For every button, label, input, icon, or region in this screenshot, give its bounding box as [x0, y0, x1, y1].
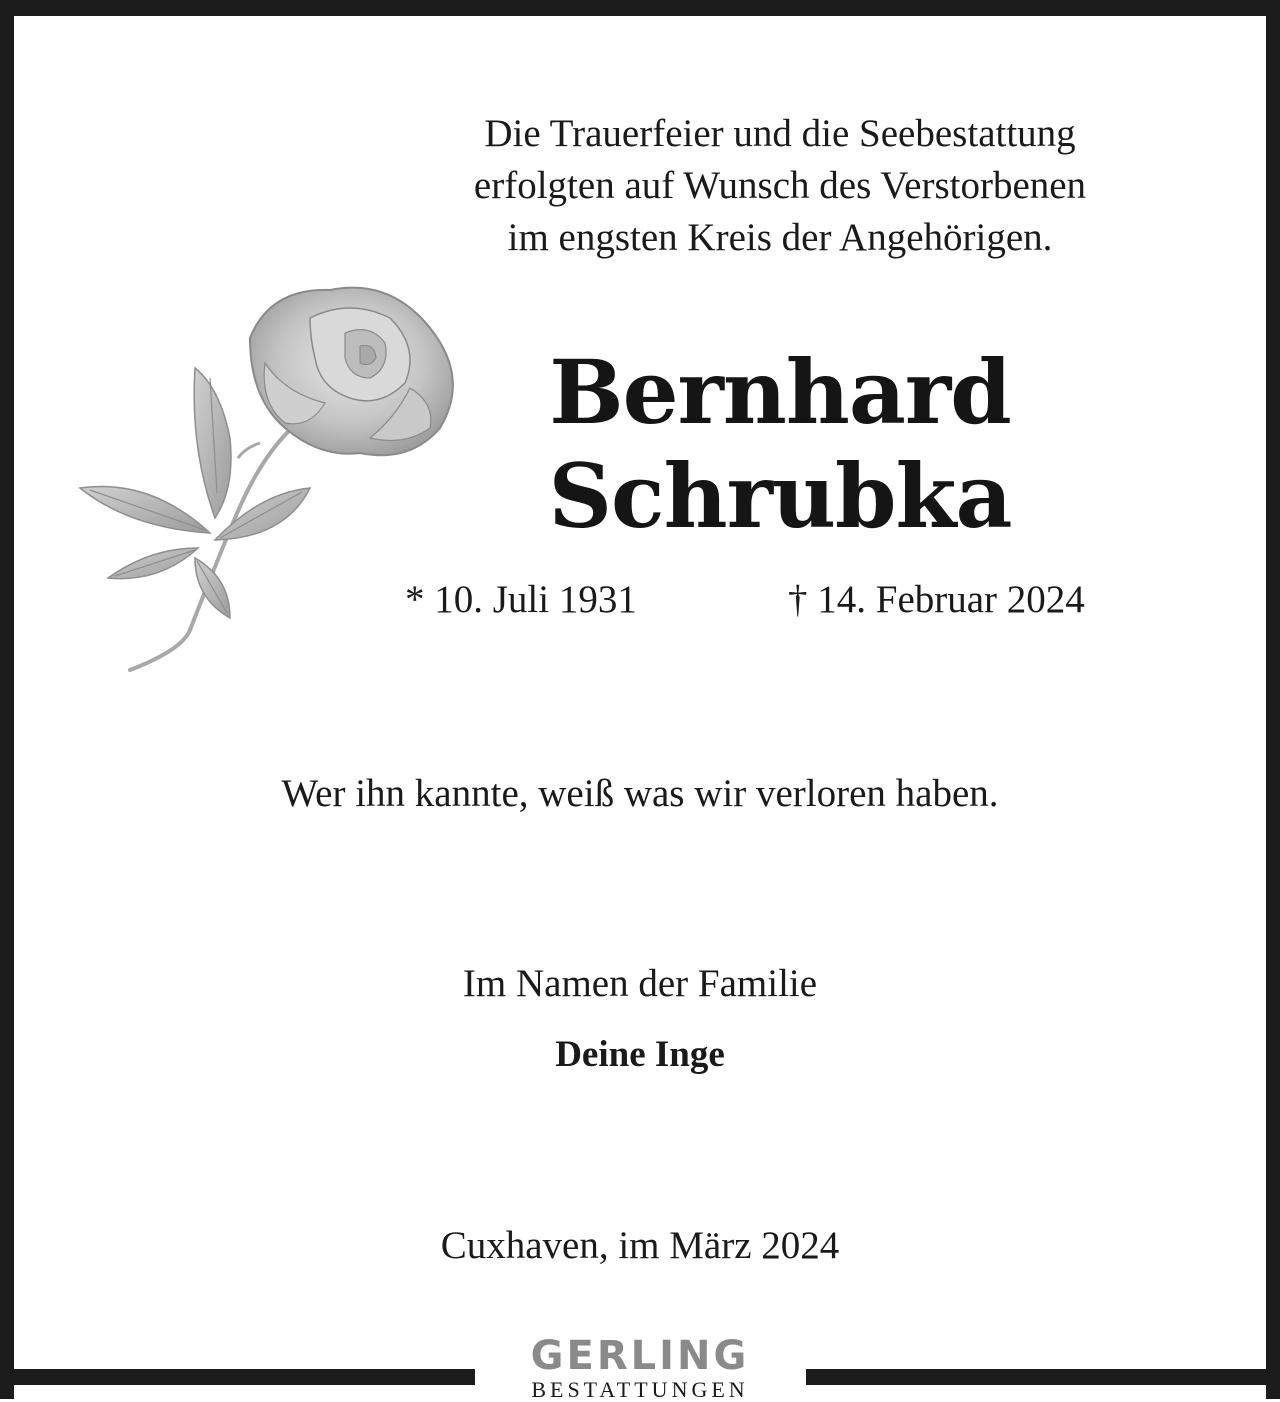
frame-bottom-right-border [806, 1369, 1280, 1385]
death-date: † 14. Februar 2024 [788, 578, 1085, 621]
intro-line: Die Trauerfeier und die Seebestattung [484, 112, 1076, 155]
intro-line: erfolgten auf Wunsch des Verstorbenen [473, 164, 1087, 207]
birth-date: * 10. Juli 1931 [405, 578, 637, 621]
intro-line: im engsten Kreis der Angehörigen. [507, 216, 1053, 259]
logo-subtitle: BESTATTUNGEN [531, 1377, 749, 1402]
signer-name: Deine Inge [555, 1034, 725, 1075]
frame-bottom-left-border [0, 1369, 475, 1385]
logo-name: GERLING [530, 1333, 750, 1379]
family-line: Im Namen der Familie [462, 962, 818, 1005]
memorial-quote: Wer ihn kannte, weiß was wir verloren haben. [281, 772, 999, 815]
frame-top-border [0, 0, 1280, 16]
funeral-home-logo [480, 1333, 800, 1402]
deceased-first-name: Bernhard [549, 340, 1011, 444]
deceased-last-name: Schrubka [548, 444, 1012, 548]
place-date: Cuxhaven, im März 2024 [440, 1224, 840, 1267]
intro-text [330, 108, 1230, 264]
frame-left-border [0, 0, 14, 1399]
life-dates [0, 575, 1280, 625]
frame-right-border [1266, 0, 1280, 1399]
deceased-name [480, 340, 1080, 548]
